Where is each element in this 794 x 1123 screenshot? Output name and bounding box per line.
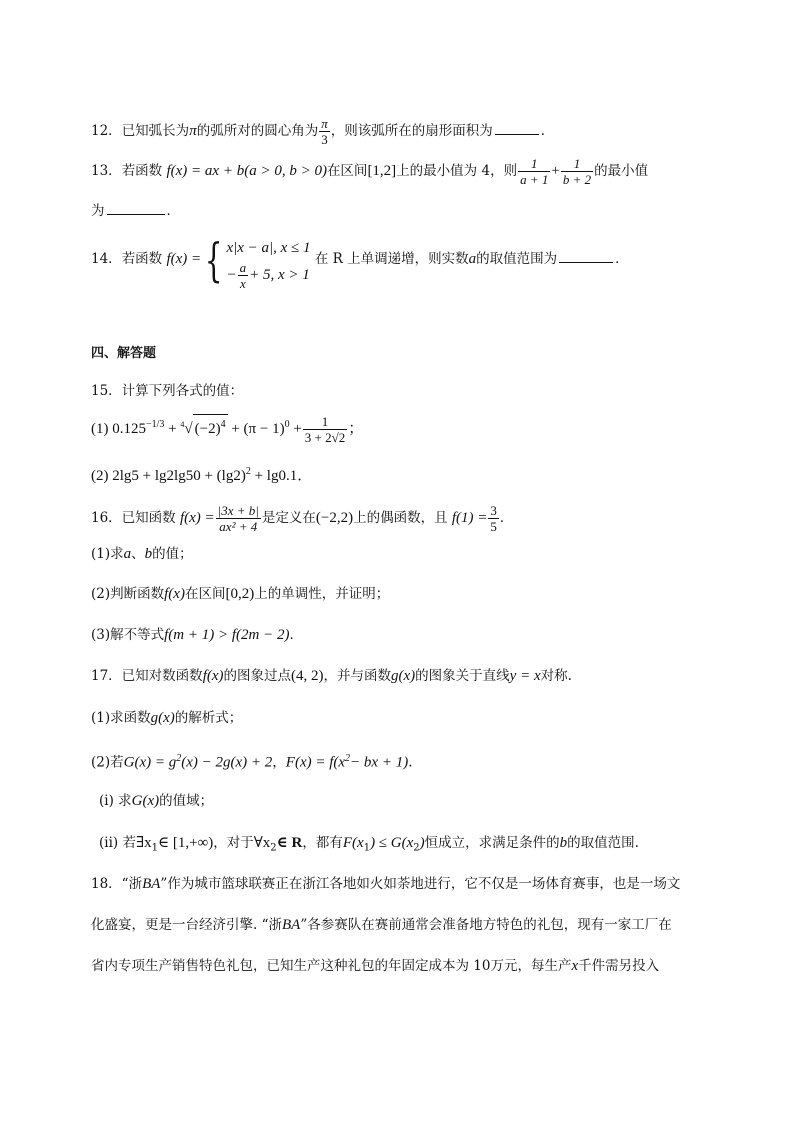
question-12: 12．已知弧长为π的弧所对的圆心角为 $\frac{\pi}{3}$ ，则该弧所在的扇形面积为 ． [91, 116, 555, 147]
question-13-line2: 为 ． [91, 200, 180, 221]
left-brace: { [205, 232, 223, 287]
question-17-part2-ii: (ii) 若$\exists x_1\in$ [1,+∞)，对于$\forall x_2\in$ R，都有$F(x_1) \le G(x_2)$恒成立，求满足条件的b的取值范围. [99, 835, 639, 854]
fraction-pi-over-3: $\frac{\pi}{3}$ [321, 116, 328, 147]
question-18-line2: 化盛宴，更是一台经济引擎. “浙BA”各参赛队在赛前通常会准备地方特色的礼包，现有一家工厂在 [91, 917, 672, 933]
question-18-line3: 省内专项生产销售特色礼包，已知生产这种礼包的年固定成本为 10万元，每生产x千件需另投入 [91, 958, 660, 974]
question-16: 16．已知函数 f(x) = $\frac{|3x + b|}{\text{ax² + 4}}$ 是定义在(−2,2)上的偶函数，且 f(1) = $\frac{3}{5}$ ． [91, 503, 514, 534]
piecewise-cases: x|x − a|, x ≤ 1 − $\frac{a}{x}$ + 5, x > 1 [226, 239, 311, 291]
answer-blank[interactable] [495, 120, 539, 135]
answer-blank[interactable] [559, 248, 613, 263]
question-15-title: 15．计算下列各式的值： [91, 383, 244, 399]
question-16-part1: (1)求a、b的值； [91, 546, 193, 562]
section-heading: 四、解答题 [91, 346, 157, 361]
question-18-line1: 18．“浙BA”作为城市篮球联赛正在浙江各地如火如荼地进行，它不仅是一场体育赛事，也是一场文 [91, 876, 681, 892]
fraction-1-over-b-plus-2: $\frac{1}{b + 2}$ [562, 156, 592, 187]
question-15-part1: (1) $0.125^{-1/3} + ^4√$ $(-2)^4 + (\pi - 1)^0$ + $\frac{1}{3 + 2√2}$ ； [91, 414, 364, 446]
fraction-1-over-a-plus-1: $\frac{1}{a + 1}$ [520, 156, 549, 187]
question-14: 14．若函数 f(x) ={ x|x − a|, x ≤ 1 − $\frac{a}{x}$ + 5, x > 1 在 R 上单调递增，则实数a的取值范围为 ． [91, 232, 629, 291]
answer-blank[interactable] [107, 200, 165, 215]
q12-number: 12． [91, 123, 122, 139]
question-16-part2: (2)判断函数f(x)在区间[0,2)上的单调性，并证明； [91, 586, 390, 602]
q13-number: 13． [91, 163, 122, 179]
question-15-part2: (2) $2\lg 5 + \lg 2\lg 50 + (\lg 2)^2 + \lg 0.1$． [91, 466, 313, 484]
question-13: 13．若函数 f(x) = ax + b(a > 0, b > 0)在区间[1,2]上的最小值为 4，则 $\frac{1}{a + 1}$ + $\frac{1}{b + 2}$ 的最小值 [91, 156, 649, 187]
q14-number: 14． [91, 251, 122, 267]
question-17: 17．已知对数函数f(x)的图象过点(4, 2)，并与函数g(x)的图象关于直线y = x对称. [91, 668, 572, 684]
question-17-part1: (1)求函数g(x)的解析式； [91, 710, 243, 726]
question-17-part2-i: (i) 求G(x)的值域； [99, 793, 214, 809]
question-17-part2: (2)若$G(x) = g^2(x) - 2g(x) + 2$，$F(x) = f(x^2-$ bx + 1). [91, 753, 413, 771]
question-16-part3: (3)解不等式f(m + 1) > f(2m − 2)． [91, 627, 303, 643]
